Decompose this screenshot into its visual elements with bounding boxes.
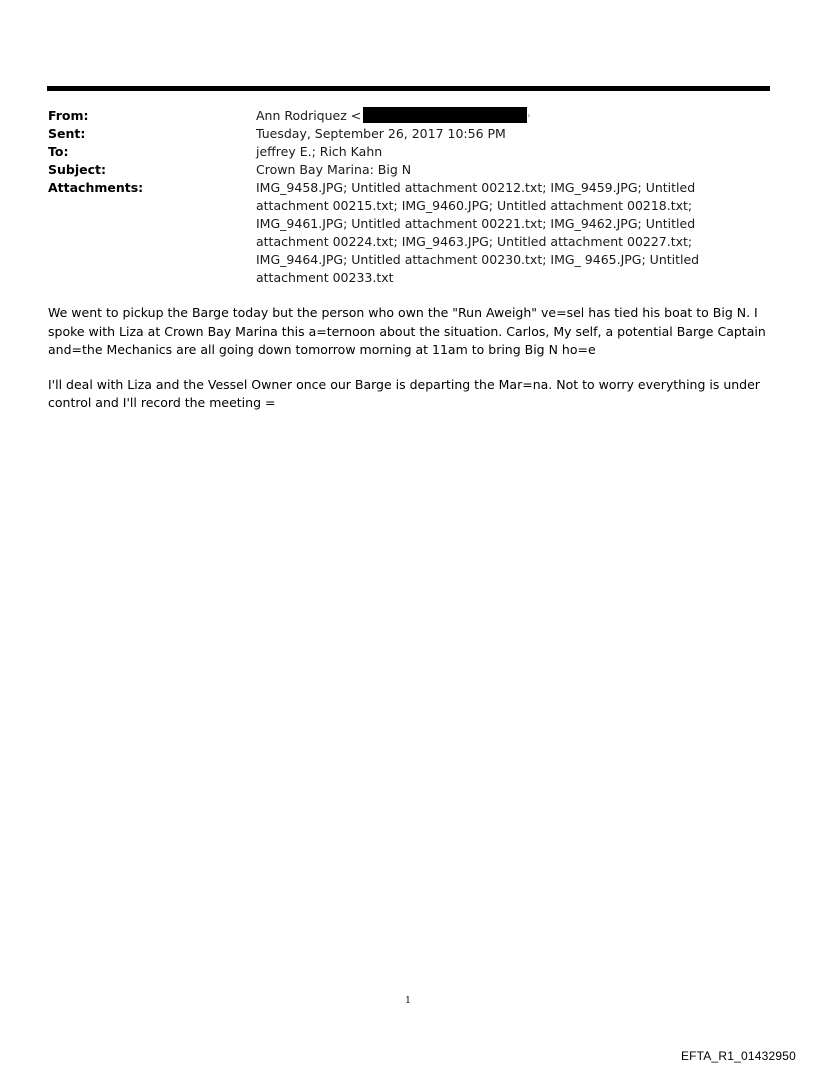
to-label: To:: [48, 144, 69, 159]
from-row: [48, 107, 770, 125]
to-row: [48, 143, 770, 161]
page-number: 1: [405, 996, 411, 1006]
sender-name: Ann Rodriquez <: [256, 108, 362, 123]
sent-label: Sent:: [48, 126, 86, 141]
from-value: [256, 107, 770, 125]
to-value: jeffrey E.; Rich Kahn: [256, 144, 383, 159]
document-id: EFTA_R1_01432950: [680, 1049, 796, 1063]
email-body: [48, 304, 774, 429]
subject-value: Crown Bay Marina: Big N: [256, 162, 412, 177]
redaction-block: [363, 107, 527, 123]
from-label: From:: [48, 108, 89, 123]
body-paragraph: I'll deal with Liza and the Vessel Owner once our Barge is departing the Mar=na. Not to worry everything is under control and I'll record the meeting =: [48, 376, 760, 411]
redacted-email-close: ›: [527, 111, 531, 120]
attachments-value: IMG_9458.JPG; Untitled attachment 00212.txt; IMG_9459.JPG; Untitled attachment 00215.txt; IMG_9460.JPG; Untitled attachment 00218.txt; IMG_9461.JPG; Untitled attachment 00221.txt; IMG_9462.JPG; Untitled attachment 00224.txt; IMG_9463.JPG; Untitled attachment 00227.txt; IMG_9464.JPG; Untitled attachment 00230.txt; IMG_ 9465.JPG; Untitled attachment 00233.txt: [256, 180, 700, 285]
attachments-label: Attachments:: [48, 180, 144, 195]
sent-row: [48, 125, 770, 143]
header-top-rule: [47, 86, 770, 91]
attachments-row: [48, 179, 770, 287]
email-header: [48, 107, 770, 287]
body-paragraph: We went to pickup the Barge today but the person who own the "Run Aweigh" ve=sel has tied his boat to Big N. I spoke with Liza at Crown Bay Marina this a=ternoon about the situation. Carlos, My self, a potential Barge Captain and=the Mechanics are all going down tomorrow morning at 11am to bring Big N ho=e: [48, 305, 766, 358]
sent-value: Tuesday, September 26, 2017 10:56 PM: [256, 126, 506, 141]
subject-label: Subject:: [48, 162, 106, 177]
subject-row: [48, 161, 770, 179]
